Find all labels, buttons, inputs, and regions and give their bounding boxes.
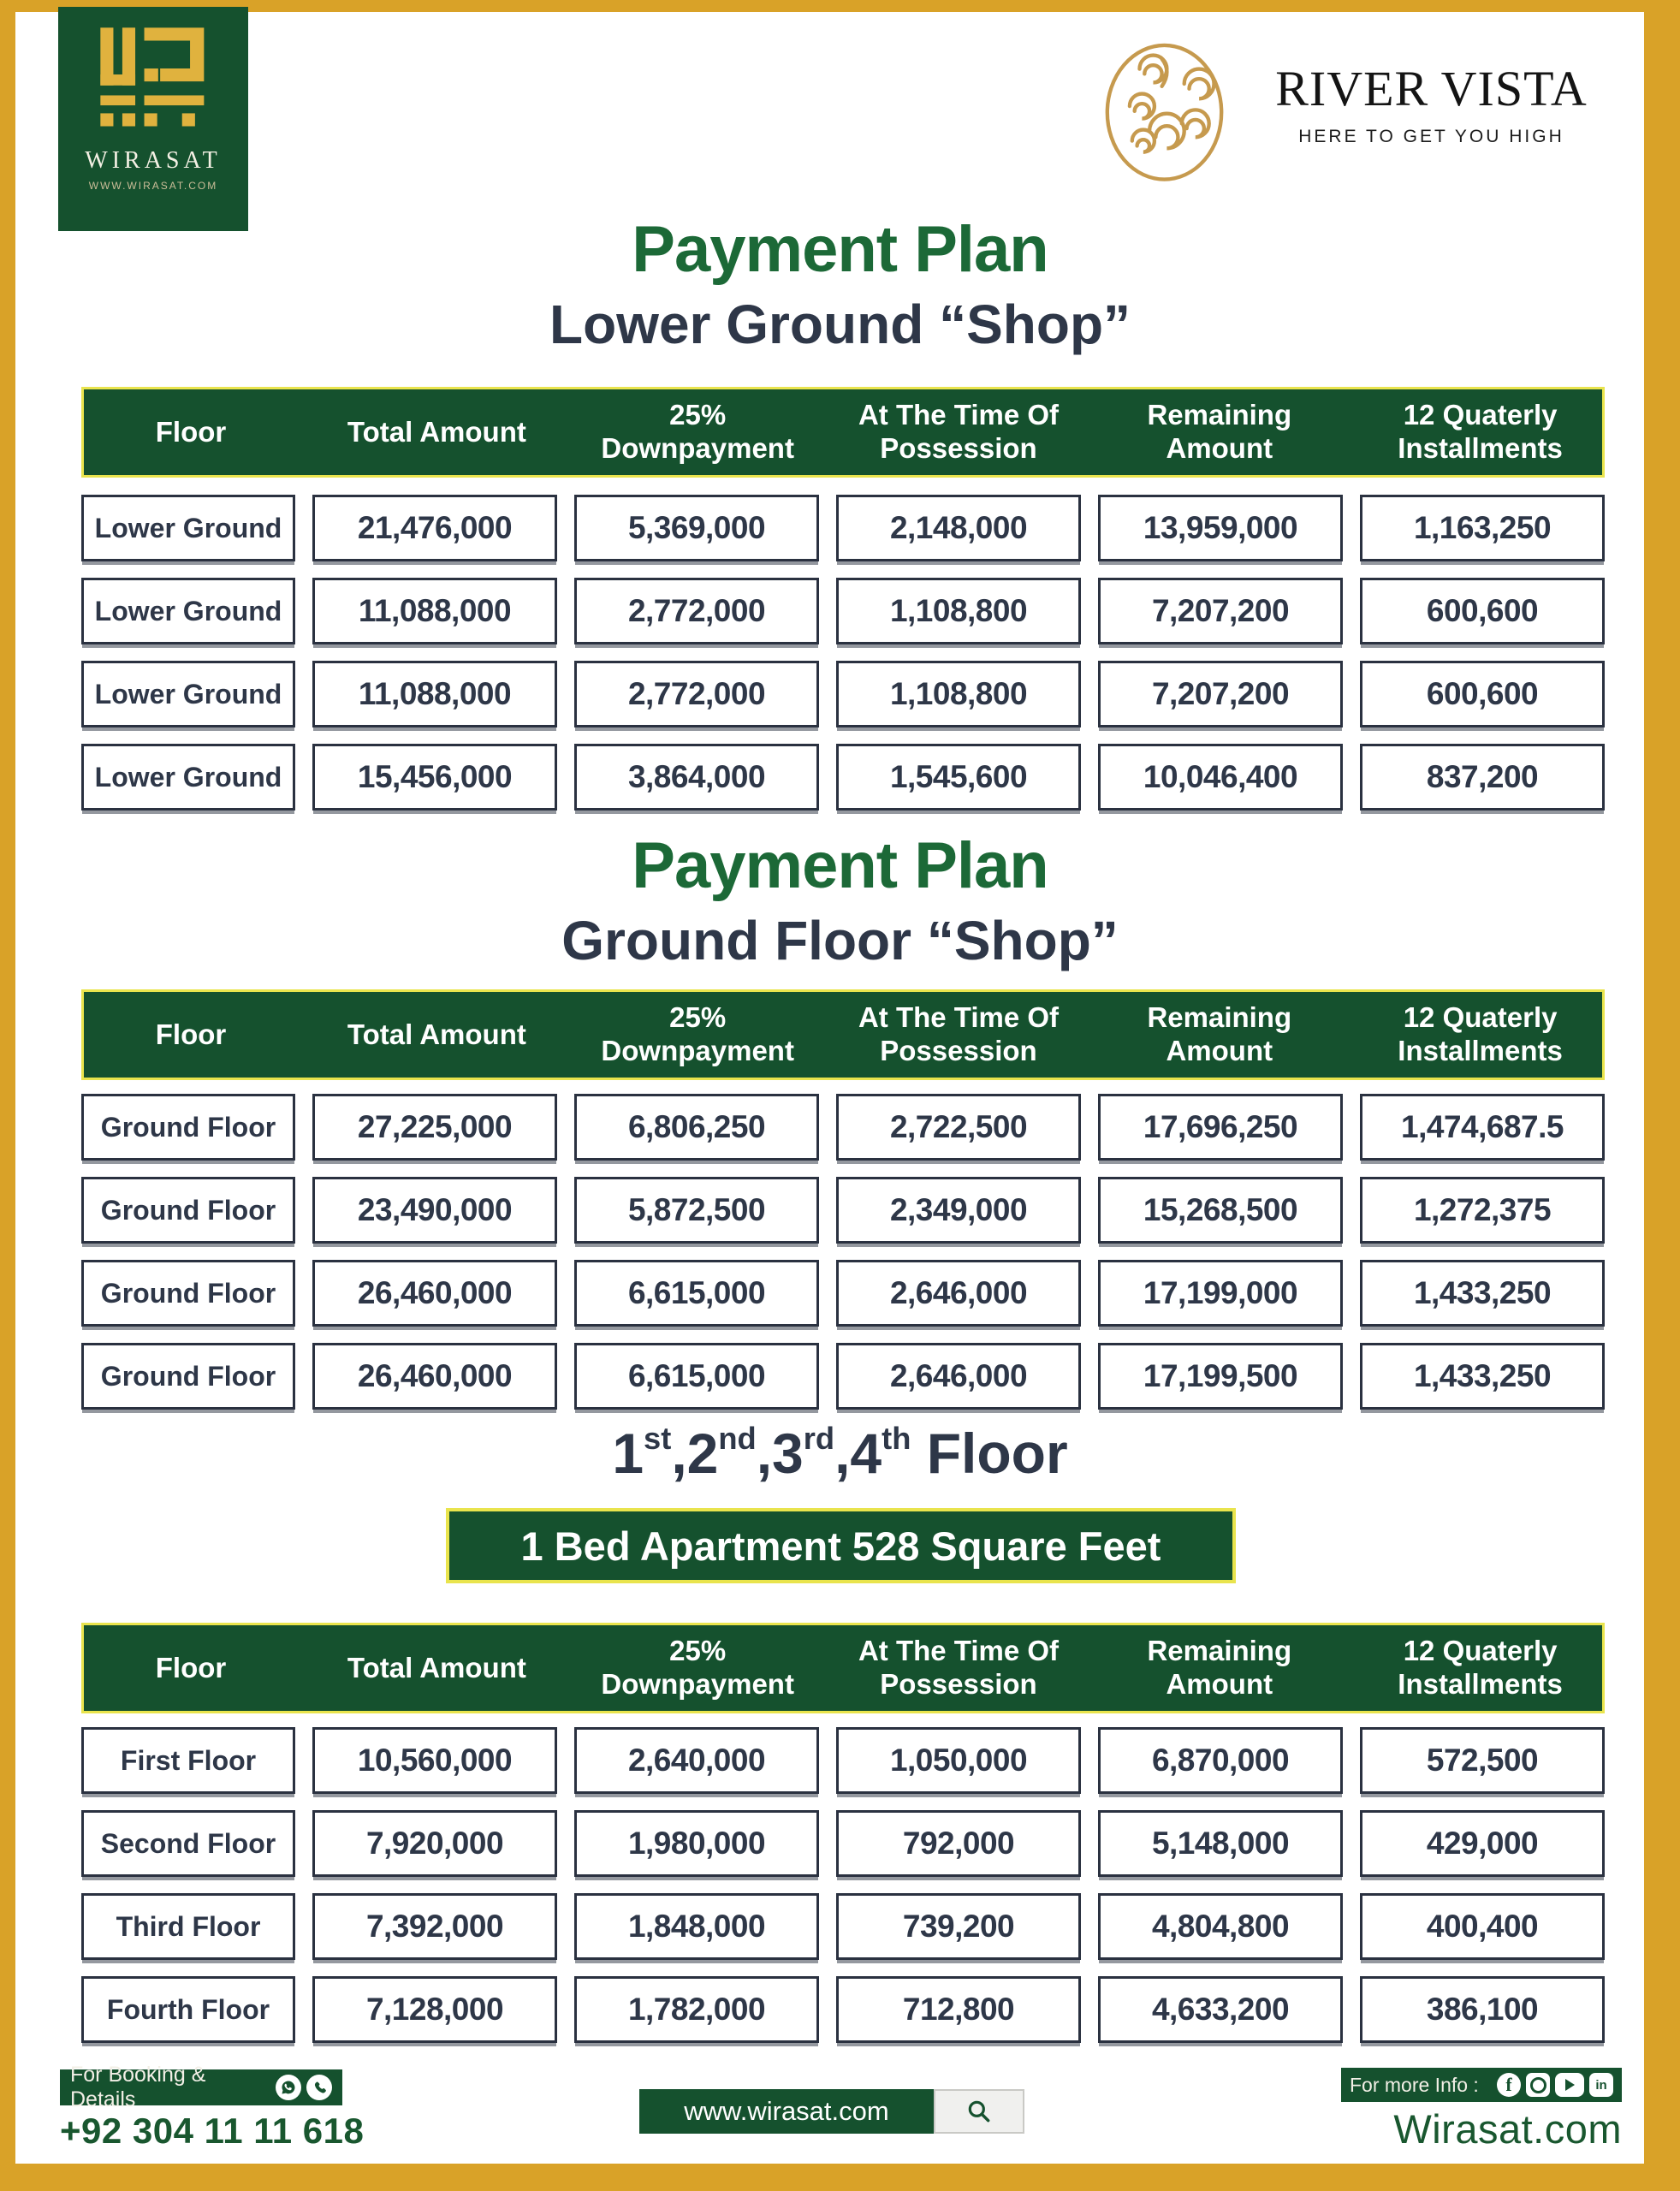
possession-cell: 739,200	[836, 1893, 1081, 1960]
remaining-cell: 13,959,000	[1098, 495, 1343, 561]
section1-subtitle: Lower Ground “Shop”	[549, 294, 1131, 355]
total-amount-cell: 11,088,000	[312, 578, 557, 644]
floor-cell: Ground Floor	[81, 1094, 295, 1161]
possession-cell: 2,646,000	[836, 1260, 1081, 1327]
remaining-cell: 6,870,000	[1098, 1727, 1343, 1794]
table-row	[81, 661, 1605, 727]
table2-column-header: Floor	[155, 1018, 227, 1050]
table-row	[81, 1343, 1605, 1410]
downpayment-cell: 3,864,000	[574, 744, 819, 810]
possession-cell: 1,545,600	[836, 744, 1081, 810]
table-row	[81, 1810, 1605, 1877]
total-amount-cell: 26,460,000	[312, 1260, 557, 1327]
wirasat-kufic-icon	[98, 26, 208, 135]
total-amount-cell: 15,456,000	[312, 744, 557, 810]
remaining-cell: 7,207,200	[1098, 578, 1343, 644]
remaining-cell: 7,207,200	[1098, 661, 1343, 727]
project-tagline: HERE TO GET YOU HIGH	[1298, 127, 1564, 146]
possession-cell: 1,108,800	[836, 578, 1081, 644]
page-border-bottom	[0, 2164, 1680, 2191]
total-amount-cell: 10,560,000	[312, 1727, 557, 1794]
section2-title: Payment Plan	[632, 829, 1048, 902]
table1-column-header: Total Amount	[347, 415, 526, 448]
downpayment-cell: 5,369,000	[574, 495, 819, 561]
total-amount-cell: 11,088,000	[312, 661, 557, 727]
possession-cell: 712,800	[836, 1976, 1081, 2043]
remaining-cell: 15,268,500	[1098, 1177, 1343, 1244]
table3-column-header: At The Time Of Possession	[858, 1635, 1060, 1700]
table3-column-header: 25% Downpayment	[601, 1635, 794, 1700]
table1-header	[81, 387, 1605, 478]
table1-column-header: At The Time Of Possession	[858, 399, 1060, 464]
total-amount-cell: 23,490,000	[312, 1177, 557, 1244]
table2-column-header: Total Amount	[347, 1018, 526, 1050]
apartment-banner: 1 Bed Apartment 528 Square Feet	[446, 1508, 1236, 1583]
table2-column-header: 12 Quaterly Installments	[1398, 1001, 1563, 1066]
facebook-icon[interactable]: f	[1497, 2073, 1521, 2097]
table-row	[81, 495, 1605, 561]
more-info-label: For more Info :	[1350, 2073, 1479, 2096]
floor-cell: Lower Ground	[81, 661, 295, 727]
booking-label: For Booking & Details	[70, 2063, 206, 2111]
downpayment-cell: 1,782,000	[574, 1976, 819, 2043]
remaining-cell: 4,804,800	[1098, 1893, 1343, 1960]
total-amount-cell: 7,392,000	[312, 1893, 557, 1960]
search-icon	[965, 2098, 993, 2125]
possession-cell: 1,108,800	[836, 661, 1081, 727]
wirasat-url: WWW.WIRASAT.COM	[88, 180, 218, 192]
table-row	[81, 1893, 1605, 1960]
possession-cell: 1,050,000	[836, 1727, 1081, 1794]
total-amount-cell: 7,920,000	[312, 1810, 557, 1877]
table-row	[81, 1177, 1605, 1244]
remaining-cell: 17,199,000	[1098, 1260, 1343, 1327]
floor-cell: Third Floor	[81, 1893, 295, 1960]
youtube-icon[interactable]	[1555, 2073, 1584, 2097]
linkedin-icon[interactable]: in	[1589, 2073, 1613, 2097]
website-search-bar	[639, 2089, 1024, 2134]
floor-cell: First Floor	[81, 1727, 295, 1794]
table-row	[81, 1976, 1605, 2043]
remaining-cell: 17,696,250	[1098, 1094, 1343, 1161]
page-border-top	[0, 0, 1680, 12]
possession-cell: 2,349,000	[836, 1177, 1081, 1244]
section3-title: 1st,2nd,3rd,4th Floor	[612, 1421, 1068, 1485]
river-vista-swirl-icon	[1102, 41, 1226, 185]
floor-cell: Ground Floor	[81, 1343, 295, 1410]
table1-column-header: 25% Downpayment	[601, 399, 794, 464]
downpayment-cell: 6,615,000	[574, 1343, 819, 1410]
table2-body	[81, 1094, 1605, 1410]
table-row	[81, 1727, 1605, 1794]
possession-cell: 2,722,500	[836, 1094, 1081, 1161]
total-amount-cell: 27,225,000	[312, 1094, 557, 1161]
installment-cell: 1,272,375	[1360, 1177, 1605, 1244]
floor-cell: Ground Floor	[81, 1177, 295, 1244]
floor-cell: Lower Ground	[81, 495, 295, 561]
installment-cell: 386,100	[1360, 1976, 1605, 2043]
total-amount-cell: 26,460,000	[312, 1343, 557, 1410]
installment-cell: 600,600	[1360, 661, 1605, 727]
table3-column-header: Floor	[155, 1651, 227, 1683]
downpayment-cell: 1,980,000	[574, 1810, 819, 1877]
installment-cell: 572,500	[1360, 1727, 1605, 1794]
downpayment-cell: 2,772,000	[574, 578, 819, 644]
table3-column-header: Remaining Amount	[1147, 1635, 1292, 1700]
project-name: RIVER VISTA	[1275, 61, 1588, 116]
website-url[interactable]: www.wirasat.com	[639, 2089, 934, 2134]
remaining-cell: 5,148,000	[1098, 1810, 1343, 1877]
table3-column-header: 12 Quaterly Installments	[1398, 1635, 1563, 1700]
installment-cell: 1,433,250	[1360, 1343, 1605, 1410]
downpayment-cell: 6,615,000	[574, 1260, 819, 1327]
table1-column-header: 12 Quaterly Installments	[1398, 399, 1563, 464]
booking-phone-number[interactable]: +92 304 11 11 618	[60, 2111, 365, 2151]
table-row	[81, 1260, 1605, 1327]
floor-cell: Second Floor	[81, 1810, 295, 1877]
table-row	[81, 578, 1605, 644]
more-info-box	[1341, 2068, 1622, 2102]
table-row	[81, 1094, 1605, 1161]
floor-cell: Lower Ground	[81, 578, 295, 644]
downpayment-cell: 5,872,500	[574, 1177, 819, 1244]
installment-cell: 837,200	[1360, 744, 1605, 810]
table-row	[81, 744, 1605, 810]
remaining-cell: 10,046,400	[1098, 744, 1343, 810]
floor-cell: Ground Floor	[81, 1260, 295, 1327]
whatsapp-icon[interactable]	[276, 2075, 301, 2100]
phone-icon[interactable]	[306, 2075, 332, 2100]
wirasat-name: WIRASAT	[85, 147, 222, 174]
total-amount-cell: 21,476,000	[312, 495, 557, 561]
floor-cell: Fourth Floor	[81, 1976, 295, 2043]
installment-cell: 1,163,250	[1360, 495, 1605, 561]
table2-column-header: Remaining Amount	[1147, 1001, 1292, 1066]
downpayment-cell: 1,848,000	[574, 1893, 819, 1960]
wirasat-logo	[58, 7, 248, 231]
total-amount-cell: 7,128,000	[312, 1976, 557, 2043]
floor-cell: Lower Ground	[81, 744, 295, 810]
installment-cell: 429,000	[1360, 1810, 1605, 1877]
downpayment-cell: 2,772,000	[574, 661, 819, 727]
remaining-cell: 17,199,500	[1098, 1343, 1343, 1410]
table2-header	[81, 989, 1605, 1080]
installment-cell: 1,433,250	[1360, 1260, 1605, 1327]
installment-cell: 600,600	[1360, 578, 1605, 644]
booking-details-box	[60, 2063, 342, 2111]
installment-cell: 400,400	[1360, 1893, 1605, 1960]
search-button[interactable]	[934, 2089, 1024, 2134]
table1-column-header: Floor	[155, 415, 227, 448]
section2-subtitle: Ground Floor “Shop”	[561, 910, 1119, 971]
wirasat-site-link[interactable]: Wirasat.com	[1393, 2106, 1622, 2152]
section1-title: Payment Plan	[632, 213, 1048, 286]
table3-body	[81, 1727, 1605, 2043]
table3-column-header: Total Amount	[347, 1651, 526, 1683]
table1-column-header: Remaining Amount	[1147, 399, 1292, 464]
remaining-cell: 4,633,200	[1098, 1976, 1343, 2043]
downpayment-cell: 6,806,250	[574, 1094, 819, 1161]
possession-cell: 2,646,000	[836, 1343, 1081, 1410]
possession-cell: 792,000	[836, 1810, 1081, 1877]
instagram-icon[interactable]	[1526, 2073, 1550, 2097]
table1-body	[81, 495, 1605, 810]
possession-cell: 2,148,000	[836, 495, 1081, 561]
table2-column-header: 25% Downpayment	[601, 1001, 794, 1066]
table2-column-header: At The Time Of Possession	[858, 1001, 1060, 1066]
table3-header	[81, 1623, 1605, 1713]
downpayment-cell: 2,640,000	[574, 1727, 819, 1794]
installment-cell: 1,474,687.5	[1360, 1094, 1605, 1161]
